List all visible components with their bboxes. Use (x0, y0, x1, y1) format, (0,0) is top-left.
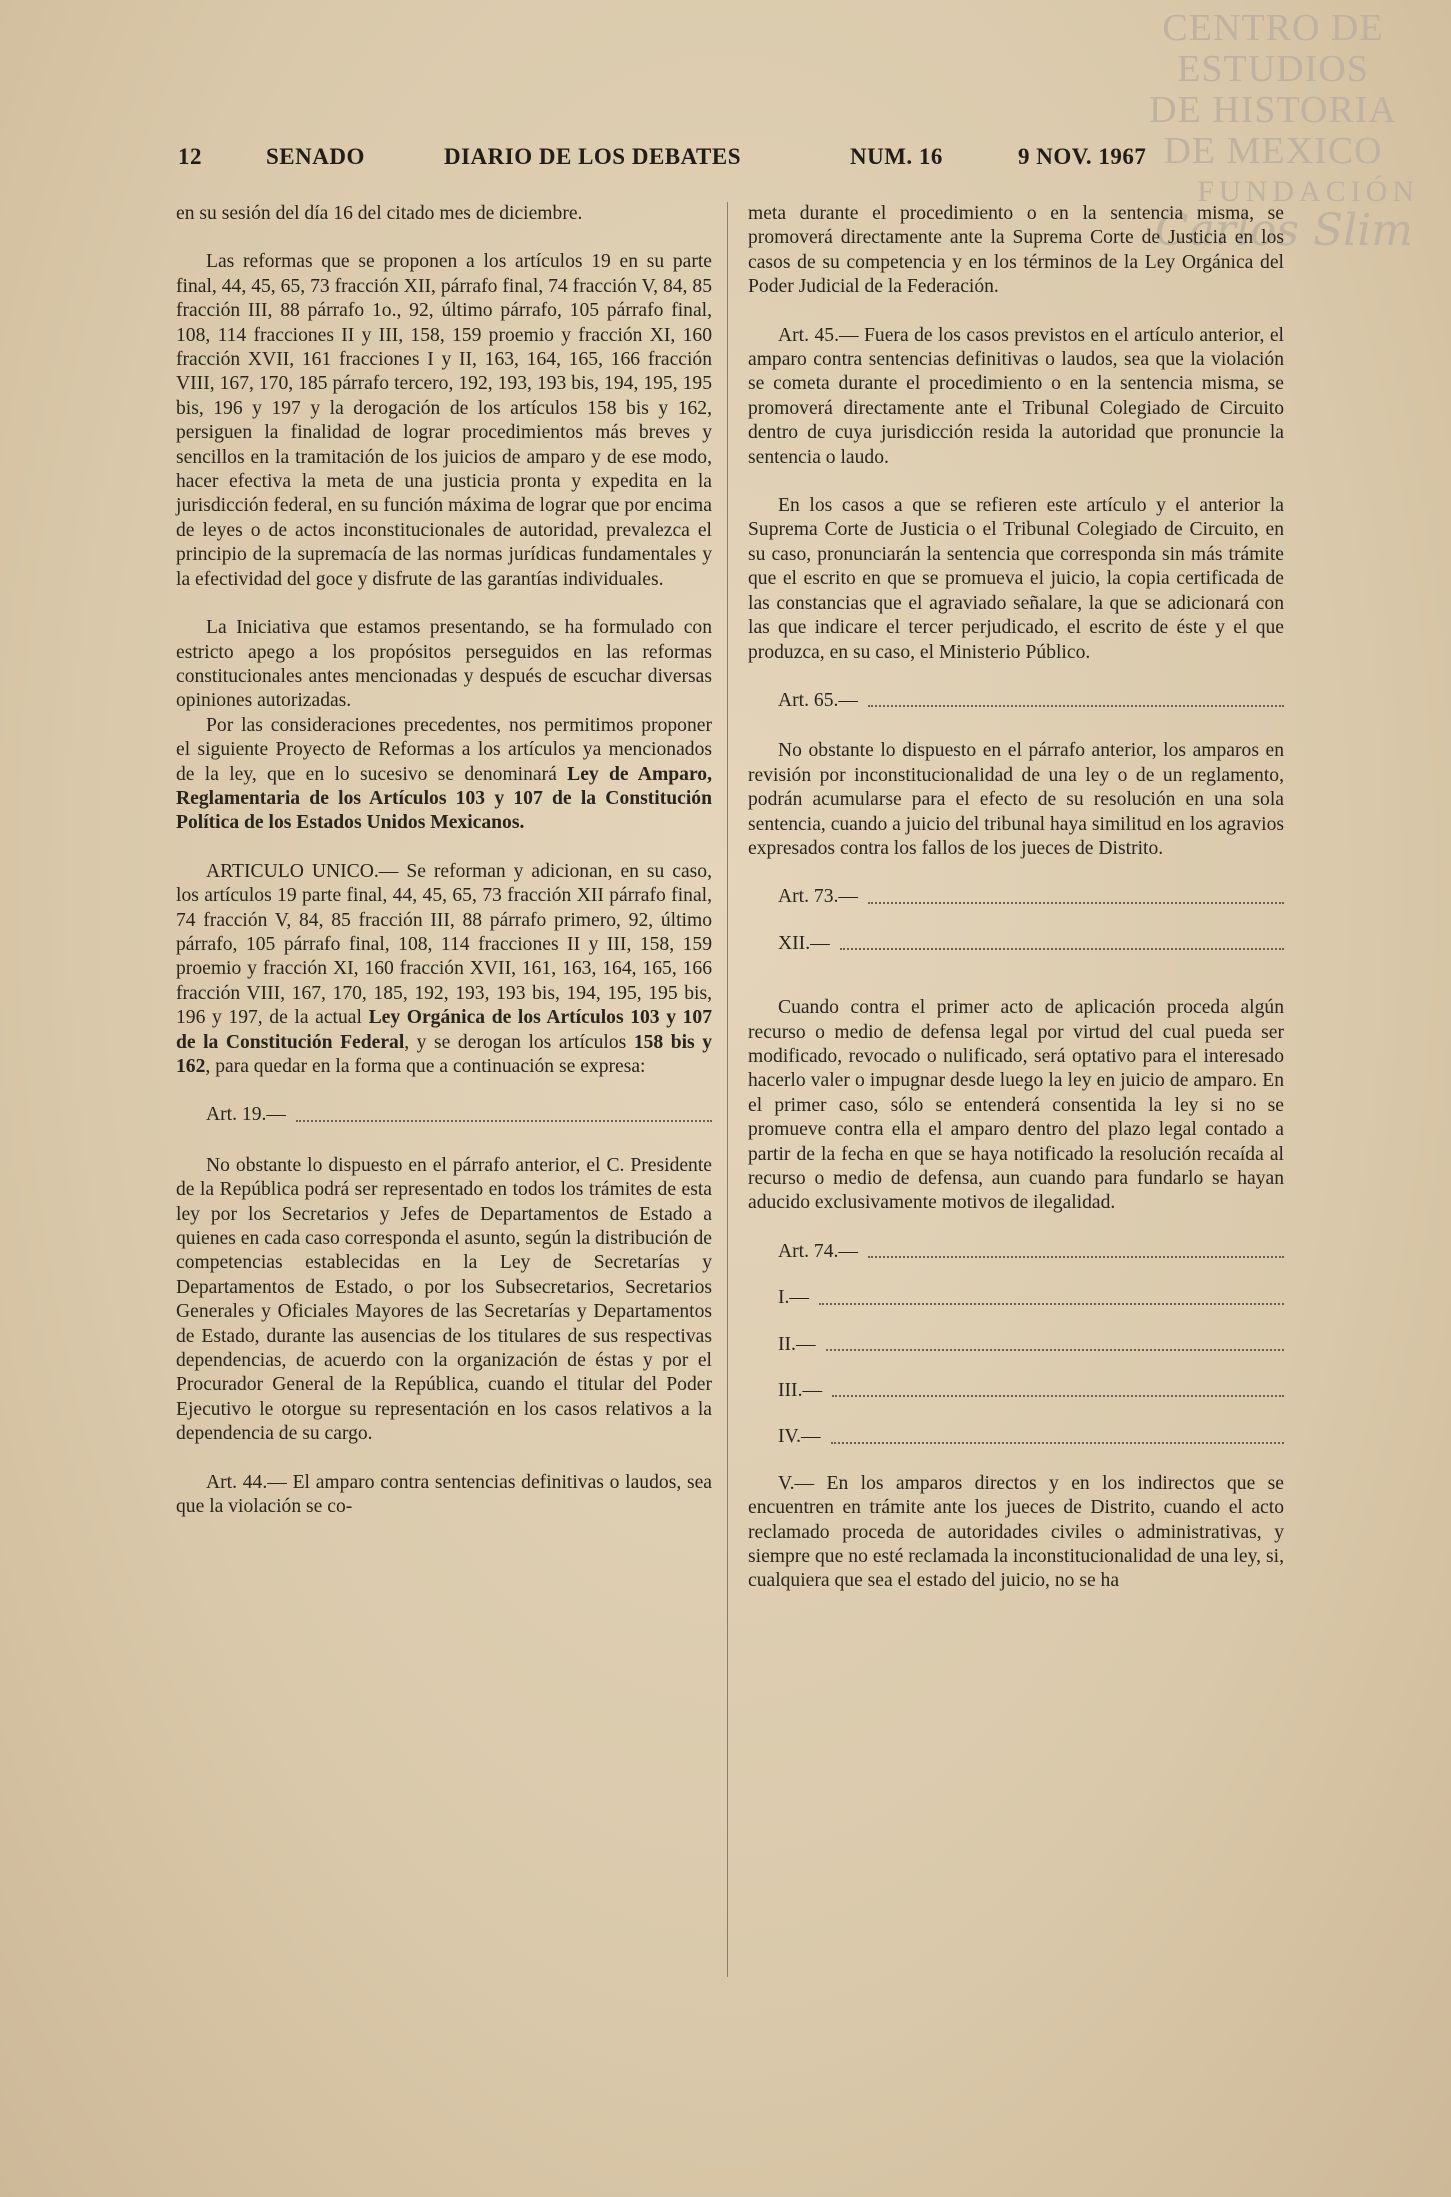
paragraph: en su sesión del día 16 del citado mes de diciembre. (176, 203, 583, 224)
dotted-leader (840, 947, 1284, 950)
watermark-line-1: CENTRO DE (1162, 7, 1384, 49)
fraction-label: XII.— (778, 932, 830, 954)
article-leader (748, 689, 1284, 713)
law-reference: Ley Orgánica de los Artículos 103 y 107 de la Constitución Federal (176, 1007, 712, 1053)
paragraph (176, 714, 712, 836)
fraction-leader (748, 1286, 1284, 1310)
fraction-label: IV.— (778, 1426, 821, 1448)
watermark-line-2: ESTUDIOS (1177, 48, 1369, 91)
paragraph: Las reformas que se proponen a los artículos 19 en su parte final, 44, 45, 65, 73 fracción XII, párrafo final, 74 fracción V, 84, 85 fracción III, 88 párrafo 1o., 92, último párrafo, 105 párrafo final, 108, 114 fracciones II y III, 158, 159 proemio y fracción XI, 160 fracción XVII, 161 fracciones I y II, 163, 164, 165, 166 fracción VIII, 167, 170, 185 párrafo tercero, 192, 193, 193 bis, 194, 195, 195 bis, 196 y 197 y la derogación de los artículos 158 bis y 162, persiguen la finalidad de lograr procedimientos más breves y sencillos en la tramitación de los juicios de amparo y de ese modo, hacer efectiva la meta de una justicia pronta y expedita en la jurisdicción federal, en su función máxima de lograr que por encima de leyes o de actos inconstitucionales de autoridad, prevalezca el principio de la supremacía de las normas jurídicas fundamentales y la efectividad del goce y disfrute de las garantías individuales. (176, 251, 712, 590)
paragraph: Cuando contra el primer acto de aplicación proceda algún recurso o medio de defensa legal por virtud del cual pueda ser modificado, revocado o nulificado, será optativo para el interesado hacerlo valer o impugnar desde luego la ley en juicio de amparo. En el primer caso, sólo se entenderá consentida la ley si no se promueve contra ella el amparo dentro del plazo legal contado a partir de la fecha en que se haya notificado la resolución recaída al recurso o medio de defensa, aun cuando para fundarlo se hayan aducido exclusivamente motivos de ilegalidad. (748, 997, 1284, 1214)
article-leader (176, 1103, 712, 1127)
paragraph-text: Por las consideraciones precedentes, nos permitimos proponer el siguiente Proyecto de Reformas a los artículos ya mencionados de la ley, que en lo sucesivo se denominará (176, 714, 712, 785)
article-label: Art. 19.— (206, 1104, 287, 1126)
fraction-leader (748, 1425, 1284, 1449)
dotted-leader (826, 1348, 1284, 1351)
fraction-leader (748, 1379, 1284, 1403)
dotted-leader (819, 1302, 1284, 1305)
watermark-line-3: DE HISTORIA (1149, 89, 1397, 132)
article-reference: 158 bis y 162 (176, 1031, 712, 1077)
header-publication: DIARIO DE LOS DEBATES (444, 144, 742, 169)
watermark-line-4: DE MEXICO (1163, 130, 1383, 173)
paragraph-text: , y se derogan los artículos (404, 1031, 634, 1053)
header-issue: NUM. 16 (850, 144, 943, 169)
left-column (176, 202, 712, 1544)
page-number: 12 (178, 144, 202, 169)
paragraph-text: ARTICULO UNICO.— Se reforman y adicionan, en su caso, los artículos 19 parte final, 44, 45, 65, 73 fracción XII párrafo final, 74 fracción V, 84, 85 fracción III, 88 párrafo primero, 92, último párrafo, 105 párrafo final, 108, 114 fracciones II y III, 158, 159 proemio y fracción XI, 160 fracción XVII, 161, 163, 164, 165, 166 fracción VIII, 167, 170, 185, 192, 193, 193 bis, 194, 195, 195 bis, 196 y 197, de la actual (176, 860, 712, 1029)
watermark-foundation: FUNDACIÓN (1197, 175, 1419, 209)
fraction-label: II.— (778, 1333, 816, 1355)
article-label: Art. 73.— (778, 886, 859, 908)
paragraph: V.— En los amparos directos y en los indirectos que se encuentren en trámite ante los jueces de Distrito, cuando el acto reclamado proceda de autoridades civiles o administrativas, y siempre que no esté reclamada la inconstitucionalidad de una ley, si, cualquiera que sea el estado del juicio, no se ha (748, 1472, 1284, 1592)
column-divider (727, 202, 728, 1977)
law-title: Ley de Amparo, Reglamentaria de los Artículos 103 y 107 de la Constitución Política de los Estados Unidos Mexicanos. (176, 763, 713, 834)
article-label: Art. 74.— (778, 1240, 859, 1262)
paragraph: meta durante el procedimiento o en la sentencia misma, se promoverá directamente ante la Suprema Corte de Justicia en los casos de su competencia y en los términos de la Ley Orgánica del Poder Judicial de la Federación. (748, 203, 1284, 298)
fraction-leader (748, 1333, 1284, 1357)
paragraph (176, 860, 712, 1080)
paragraph: En los casos a que se refieren este artículo y el anterior la Suprema Corte de Justicia o el Tribunal Colegiado de Circuito, en su caso, pronunciarán la sentencia que corresponda sin más trámite que el escrito en que se promueva el juicio, la copia certificada de las constancias que el agraviado señalare, la que se adicionará con las que indicare el tercer perjudicado, el escrito de éste y el que produzca, en su caso, el Ministerio Público. (748, 495, 1284, 663)
dotted-leader (868, 704, 1284, 707)
dotted-leader (832, 1394, 1284, 1397)
paragraph: No obstante lo dispuesto en el párrafo anterior, el C. Presidente de la República podrá ser representado en todos los trámites de esta ley por los Secretarios y Jefes de Departamentos de Estado a quienes en cada caso corresponda el asunto, según la distribución de competencias establecidas en la Ley de Secretarías y Departamentos de Estado, o por los Subsecretarios, Secretarios Generales y Oficiales Mayores de las Secretarías y Departamentos de Estado, durante las ausencias de los titulares de sus respectivas dependencias, de acuerdo con la organización de éstas y por el Procurador General de la República, cuando el titular del Poder Ejecutivo le otorgue su representación en los casos relativos a la dependencia de su cargo. (176, 1154, 712, 1445)
article-leader (748, 1240, 1284, 1264)
page-header (178, 138, 1158, 178)
header-section: SENADO (266, 144, 365, 169)
paragraph: Art. 44.— El amparo contra sentencias definitivas o laudos, sea que la violación se co- (176, 1471, 712, 1518)
article-label: Art. 65.— (778, 689, 859, 711)
paragraph: No obstante lo dispuesto en el párrafo anterior, los amparos en revisión por inconstitucionalidad de una ley o de un reglamento, podrán acumularse para el efecto de su resolución en una sola sentencia, cuando a juicio del tribunal haya similitud en los agravios expresados contra los fallos de los jueces de Distrito. (748, 740, 1284, 859)
dotted-leader (868, 901, 1284, 904)
dotted-leader (868, 1255, 1284, 1258)
article-leader (748, 885, 1284, 909)
paragraph: Art. 45.— Fuera de los casos previstos en el artículo anterior, el amparo contra sentencias definitivas o laudos, sea que la violación se cometa durante el procedimiento o en la sentencia misma, se promoverá directamente ante el Tribunal Colegiado de Circuito dentro de cuya jurisdicción resida la autoridad que pronuncie la sentencia o laudo. (748, 324, 1284, 468)
fraction-leader (748, 932, 1284, 956)
watermark-signature: Carlos Slim (1154, 204, 1413, 256)
paragraph: La Iniciativa que estamos presentando, se ha formulado con estricto apego a los propósitos perseguidos en las reformas constitucionales antes mencionadas y después de escuchar diversas opiniones autorizadas. (176, 617, 712, 712)
fraction-label: III.— (778, 1380, 823, 1402)
paragraph-text: , para quedar en la forma que a continuación se expresa: (205, 1056, 646, 1077)
dotted-leader (296, 1119, 712, 1122)
fraction-label: I.— (778, 1287, 810, 1309)
dotted-leader (831, 1441, 1284, 1444)
right-column (748, 202, 1284, 1618)
header-date: 9 NOV. 1967 (1018, 144, 1147, 169)
